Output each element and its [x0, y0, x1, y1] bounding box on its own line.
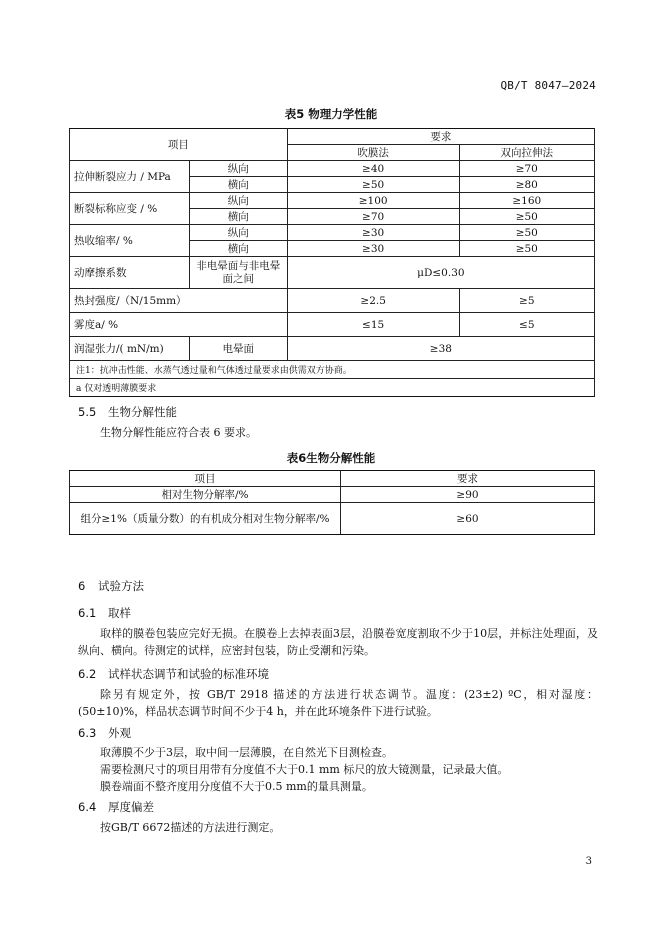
t5-head-biaxial: 双向拉伸法 — [459, 145, 594, 161]
t5-haze-label: 雾度a/ % — [70, 313, 288, 337]
t5-strain-md: 纵向 — [189, 193, 287, 209]
sec6-title: 试验方法 — [98, 579, 144, 593]
sec61-num: 6.1 — [78, 606, 97, 620]
t6-head-req: 要求 — [341, 471, 595, 487]
t5-shrink-md-biax: ≥50 — [459, 225, 594, 241]
t5-seal-biax: ≥5 — [459, 289, 594, 313]
t5-seal-label: 热封强度/（N/15mm） — [70, 289, 288, 313]
sec63-num: 6.3 — [78, 726, 97, 740]
table5 — [69, 128, 595, 397]
sec6-num: 6 — [78, 579, 86, 593]
sec64-text: 按GB/T 6672描述的方法进行测定。 — [100, 821, 281, 834]
sec64-num: 6.4 — [78, 800, 97, 814]
t5-haze-biax: ≤5 — [459, 313, 594, 337]
t5-strain-md-biax: ≥160 — [459, 193, 594, 209]
t6-row2-req: ≥60 — [341, 503, 595, 535]
t5-wet-label: 润湿张力/( mN/m) — [70, 337, 190, 361]
sec55-heading — [78, 404, 177, 420]
t5-wet-cond: 电晕面 — [189, 337, 287, 361]
t5-strain-td-blown: ≥70 — [287, 209, 459, 225]
t6-row1-req: ≥90 — [341, 487, 595, 503]
sec62-title: 试样状态调节和试验的标准环境 — [108, 667, 269, 681]
t5-shrink-td-blown: ≥30 — [287, 241, 459, 257]
sec55-num: 5.5 — [78, 405, 97, 419]
t5-friction-value: μD≤0.30 — [287, 257, 594, 289]
t5-tensile-label: 拉伸断裂应力 / MPa — [70, 161, 190, 193]
sec62-text: 除另有规定外，按 GB/T 2918 描述的方法进行状态调节。温度：(23±2) ºC，相对湿度：(50±10)%，样品状态调节时间不少于4 h，并在此环境条件下进行试验。 — [78, 688, 598, 718]
t5-friction-cond: 非电晕面与非电晕面之间 — [189, 257, 287, 289]
t5-shrink-td-biax: ≥50 — [459, 241, 594, 257]
sec63-line3: 膜卷端面不整齐度用分度值不大于0.5 mm的量具测量。 — [100, 780, 373, 793]
sec63-line1: 取薄膜不少于3层，取中间一层薄膜，在自然光下目测检查。 — [100, 746, 393, 759]
t5-tensile-md-blown: ≥40 — [287, 161, 459, 177]
sec61-title: 取样 — [108, 606, 131, 620]
t5-strain-label: 断裂标称应变 / % — [70, 193, 190, 225]
t5-tensile-md-biax: ≥70 — [459, 161, 594, 177]
t5-tensile-td-blown: ≥50 — [287, 177, 459, 193]
t5-note1: 注1：抗冲击性能、水蒸气透过量和气体透过量要求由供需双方协商。 — [70, 361, 595, 379]
t5-head-item: 项目 — [70, 129, 288, 161]
sec62-num: 6.2 — [78, 667, 97, 681]
t5-friction-label: 动摩擦系数 — [70, 257, 190, 289]
sec63-title: 外观 — [108, 726, 131, 740]
t5-shrink-td: 横向 — [189, 241, 287, 257]
sec64-heading — [78, 799, 154, 815]
t5-shrink-label: 热收缩率/ % — [70, 225, 190, 257]
t5-tensile-td: 横向 — [189, 177, 287, 193]
t5-note-a: a 仅对透明薄膜要求 — [70, 379, 595, 397]
t5-tensile-td-biax: ≥80 — [459, 177, 594, 193]
sec62-heading — [78, 666, 269, 682]
sec6-heading — [78, 578, 144, 594]
sec61-heading — [78, 605, 131, 621]
sec63-heading — [78, 725, 131, 741]
table5-caption: 表5 物理力学性能 — [284, 107, 378, 121]
t5-strain-md-blown: ≥100 — [287, 193, 459, 209]
t5-strain-td-biax: ≥50 — [459, 209, 594, 225]
t6-row1-item: 相对生物分解率/% — [70, 487, 341, 503]
sec63-line2: 需要检测尺寸的项目用带有分度值不大于0.1 mm 标尺的放大镜测量，记录最大值。 — [100, 763, 509, 776]
t5-wet-value: ≥38 — [287, 337, 594, 361]
t5-head-req: 要求 — [287, 129, 594, 145]
t5-haze-blown: ≤15 — [287, 313, 459, 337]
t5-shrink-md: 纵向 — [189, 225, 287, 241]
sec61-text: 取样的膜卷包装应完好无损。在膜卷上去掉表面3层，沿膜卷宽度割取不少于10层，并标注处理面，及纵向、横向。待测定的试样，应密封包装，防止受潮和污染。 — [78, 627, 598, 657]
t5-seal-blown: ≥2.5 — [287, 289, 459, 313]
t5-head-blown: 吹膜法 — [287, 145, 459, 161]
t6-head-item: 项目 — [70, 471, 341, 487]
table6-caption: 表6生物分解性能 — [286, 451, 376, 465]
standard-number: QB/T 8047—2024 — [500, 79, 596, 92]
table6 — [69, 470, 595, 535]
t5-shrink-md-blown: ≥30 — [287, 225, 459, 241]
t5-tensile-md: 纵向 — [189, 161, 287, 177]
sec55-title: 生物分解性能 — [108, 405, 177, 419]
t6-row2-item: 组分≥1%（质量分数）的有机成分相对生物分解率/% — [70, 503, 341, 535]
sec55-text: 生物分解性能应符合表 6 要求。 — [100, 426, 257, 439]
sec64-title: 厚度偏差 — [108, 800, 154, 814]
t5-strain-td: 横向 — [189, 209, 287, 225]
page-number: 3 — [585, 856, 592, 867]
